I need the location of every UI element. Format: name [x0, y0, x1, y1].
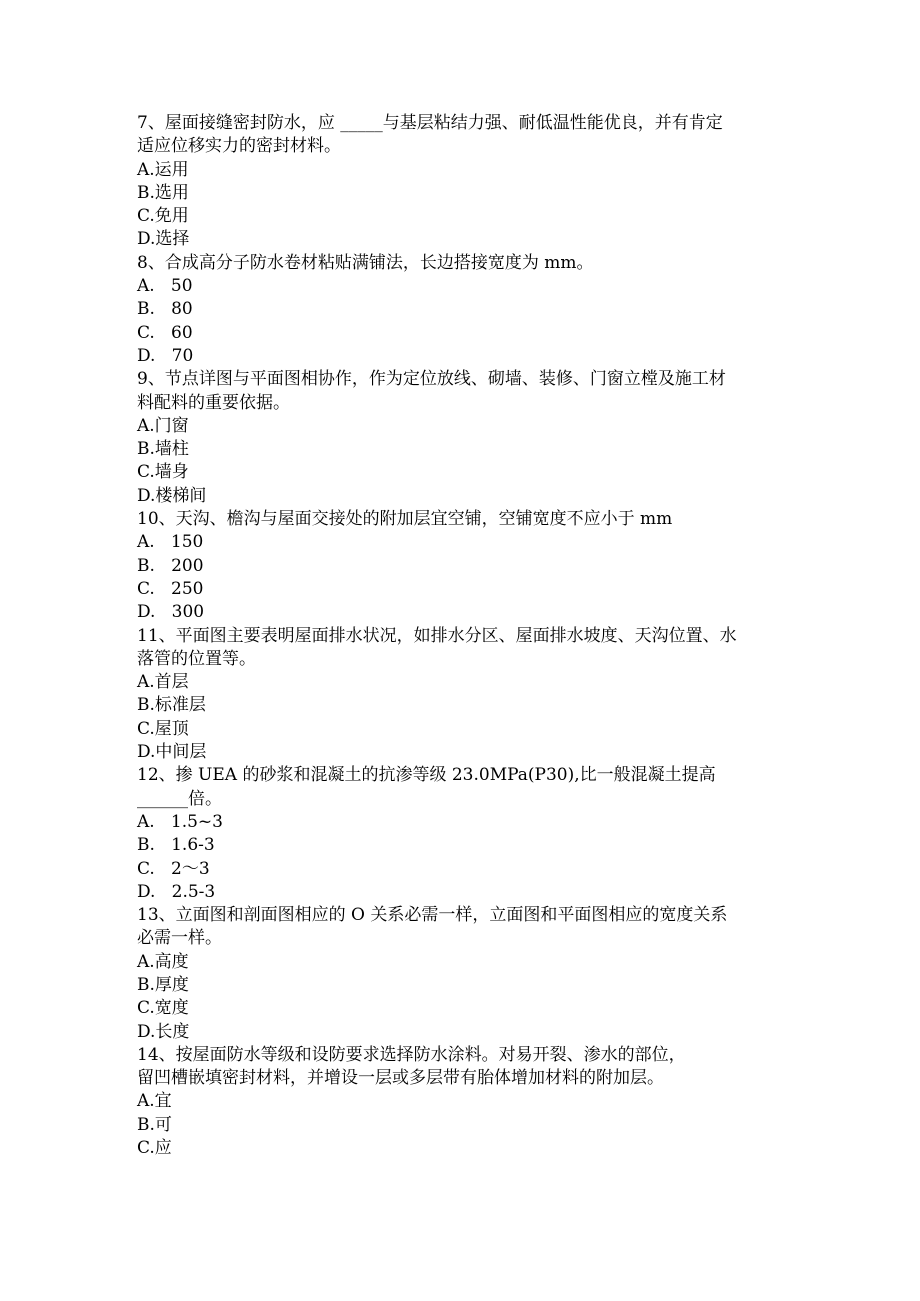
question-7-option-d: D.选择 — [137, 229, 190, 250]
question-13-stem-line-1: 13、立面图和剖面图相应的 O 关系必需一样，立面图和平面图相应的宽度关系 — [137, 905, 728, 926]
question-13-option-c: C.宽度 — [137, 998, 189, 1019]
question-9-option-d: D.楼梯间 — [137, 485, 207, 506]
question-12 — [137, 764, 797, 904]
question-9 — [137, 368, 797, 508]
question-list — [137, 112, 797, 1160]
question-14-stem-line-2: 留凹槽嵌填密封材料，并增设一层或多层带有胎体增加材料的附加层。 — [137, 1068, 664, 1089]
question-12-option-a: A. 1.5~3 — [137, 811, 223, 832]
question-11-option-a: A.首层 — [137, 672, 189, 693]
question-8-option-c: C. 60 — [137, 322, 193, 343]
question-11-stem-line-1: 11、平面图主要表明屋面排水状况，如排水分区、屋面排水坡度、天沟位置、水 — [137, 625, 737, 646]
question-11-option-d: D.中间层 — [137, 742, 207, 763]
question-10-option-d: D. 300 — [137, 602, 205, 623]
question-8-stem-line-1: 8、合成高分子防水卷材粘贴满铺法，长边搭接宽度为 mm。 — [137, 252, 594, 273]
question-14 — [137, 1044, 797, 1160]
question-9-stem-line-1: 9、节点详图与平面图相协作，作为定位放线、砌墙、装修、门窗立樘及施工材 — [137, 369, 726, 390]
question-11-stem-line-2: 落管的位置等。 — [137, 648, 256, 669]
question-14-stem-line-1: 14、按屋面防水等级和设防要求选择防水涂料。对易开裂、渗水的部位， — [137, 1044, 686, 1065]
question-12-stem-line-2: ______倍。 — [137, 788, 222, 809]
question-10-stem-line-1: 10、天沟、檐沟与屋面交接处的附加层宜空铺，空铺宽度不应小于 mm — [137, 509, 673, 530]
question-10 — [137, 508, 797, 624]
question-9-option-b: B.墙柱 — [137, 439, 189, 460]
question-12-option-d: D. 2.5-3 — [137, 881, 216, 902]
question-12-option-c: C. 2～3 — [137, 858, 210, 879]
question-8 — [137, 252, 797, 368]
question-9-option-a: A.门窗 — [137, 415, 189, 436]
question-7 — [137, 112, 797, 252]
question-7-stem-line-2: 适应位移实力的密封材料。 — [137, 136, 341, 157]
question-14-option-a: A.宜 — [137, 1091, 172, 1112]
question-12-stem-line-1: 12、掺 UEA 的砂浆和混凝土的抗渗等级 23.0MPa(P30),比一般混凝土提高 — [137, 765, 716, 786]
question-11-option-c: C.屋顶 — [137, 718, 189, 739]
question-8-option-d: D. 70 — [137, 345, 194, 366]
question-8-option-a: A. 50 — [137, 276, 193, 297]
question-10-option-a: A. 150 — [137, 532, 204, 553]
question-10-option-b: B. 200 — [137, 555, 204, 576]
question-14-option-c: C.应 — [137, 1138, 172, 1159]
question-9-option-c: C.墙身 — [137, 462, 189, 483]
question-7-stem-line-1: 7、屋面接缝密封防水，应 _____与基层粘结力强、耐低温性能优良，并有肯定 — [137, 113, 723, 133]
question-12-option-b: B. 1.6-3 — [137, 835, 215, 856]
question-13-option-d: D.长度 — [137, 1021, 190, 1042]
question-9-stem-line-2: 料配料的重要依据。 — [137, 392, 290, 413]
question-7-option-a: A.运用 — [137, 159, 189, 180]
question-13-stem-line-2: 必需一样。 — [137, 928, 222, 949]
question-8-option-b: B. 80 — [137, 299, 193, 320]
question-10-option-c: C. 250 — [137, 578, 204, 599]
question-13-option-a: A.高度 — [137, 951, 189, 972]
question-14-option-b: B.可 — [137, 1114, 172, 1135]
question-7-option-c: C.免用 — [137, 206, 189, 227]
question-13-option-b: B.厚度 — [137, 974, 189, 995]
question-7-option-b: B.选用 — [137, 182, 189, 203]
question-11-option-b: B.标准层 — [137, 695, 206, 716]
question-11 — [137, 625, 797, 765]
question-13 — [137, 904, 797, 1044]
